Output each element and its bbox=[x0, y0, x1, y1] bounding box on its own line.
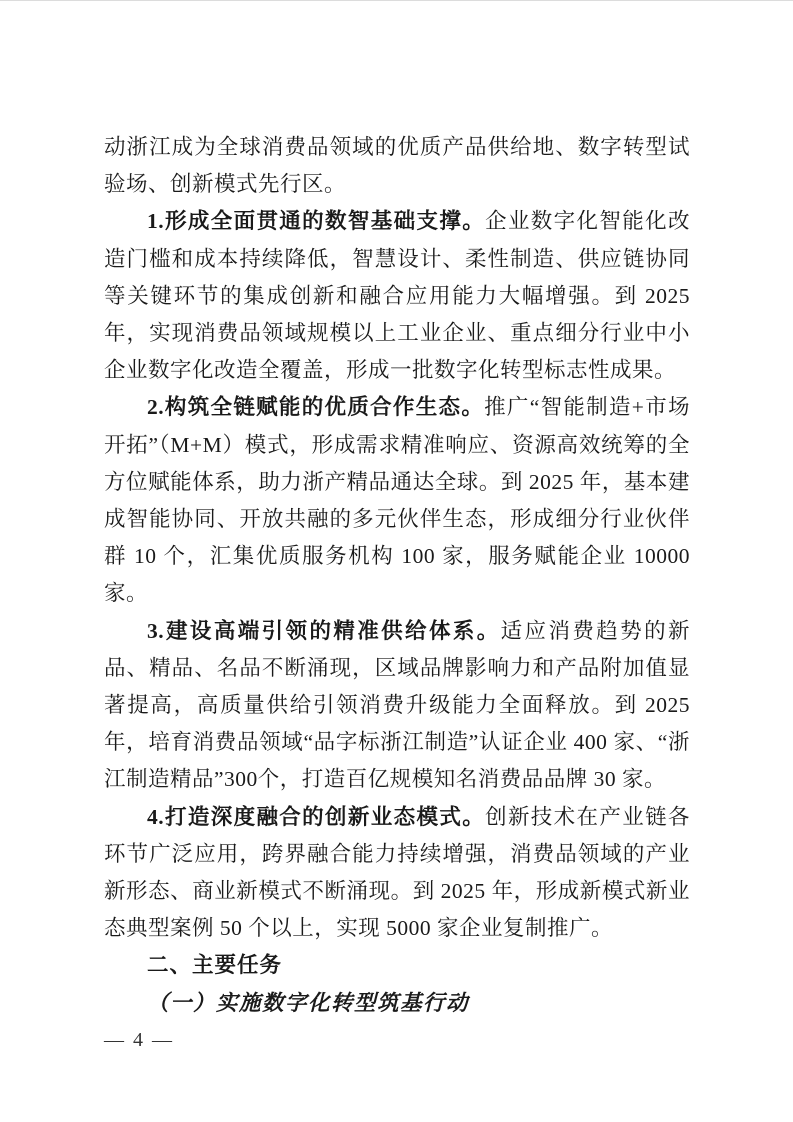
section-heading: 二、主要任务 bbox=[147, 953, 283, 978]
continuation-paragraph: 动浙江成为全球消费品领域的优质产品供给地、数字转型试验场、创新模式先行区。 bbox=[104, 135, 690, 197]
paragraph-1-body: 企业数字化智能化改造门槛和成本持续降低，智慧设计、柔性制造、供应链协同等关键环节的集成创新和融合应用能力大幅增强。到 2025 年，实现消费品领域规模以上工业企业、重点细分行业中小企业数字化改造全覆盖，形成一批数字化转型标志性成果。 bbox=[104, 209, 690, 383]
document-content bbox=[104, 129, 690, 1022]
paragraph-2-body: 推广“智能制造+市场开拓”（M+M）模式，形成需求精准响应、资源高效统筹的全方位赋能体系，助力浙产精品通达全球。到 2025 年，基本建成智能协同、开放共融的多元伙伴生态，形成细分行业伙伴群 10 个，汇集优质服务机构 100 家，服务赋能企业 10000 家。 bbox=[104, 395, 690, 606]
numbered-paragraph-1 bbox=[104, 203, 690, 389]
paragraph-4-lead: 4.打造深度融合的创新业态模式。 bbox=[147, 804, 486, 829]
numbered-paragraph-4 bbox=[104, 799, 690, 948]
subsection-heading: （一）实施数字化转型筑基行动 bbox=[147, 990, 470, 1015]
paragraph-4-body: 创新技术在产业链各环节广泛应用，跨界融合能力持续增强，消费品领域的产业新形态、商业新模式不断涌现。到 2025 年，形成新模式新业态典型案例 50 个以上，实现 5000 家企业复制推广。 bbox=[104, 804, 690, 941]
numbered-paragraph-2 bbox=[104, 389, 690, 612]
paragraph-1-lead: 1.形成全面贯通的数智基础支撑。 bbox=[147, 209, 486, 234]
numbered-paragraph-3 bbox=[104, 613, 690, 799]
page-number: — 4 — bbox=[104, 1029, 174, 1051]
paragraph-2-lead: 2.构筑全链赋能的优质合作生态。 bbox=[147, 395, 485, 420]
paragraph-3-lead: 3.建设高端引领的精准供给体系。 bbox=[147, 618, 501, 643]
paragraph-3-body: 适应消费趋势的新品、精品、名品不断涌现，区域品牌影响力和产品附加值显著提高，高质量供给引领消费升级能力全面释放。到 2025 年，培育消费品领域“品字标浙江制造”认证企业 400 家、“浙江制造精品”300个，打造百亿规模知名消费品品牌 30 家。 bbox=[104, 618, 690, 792]
